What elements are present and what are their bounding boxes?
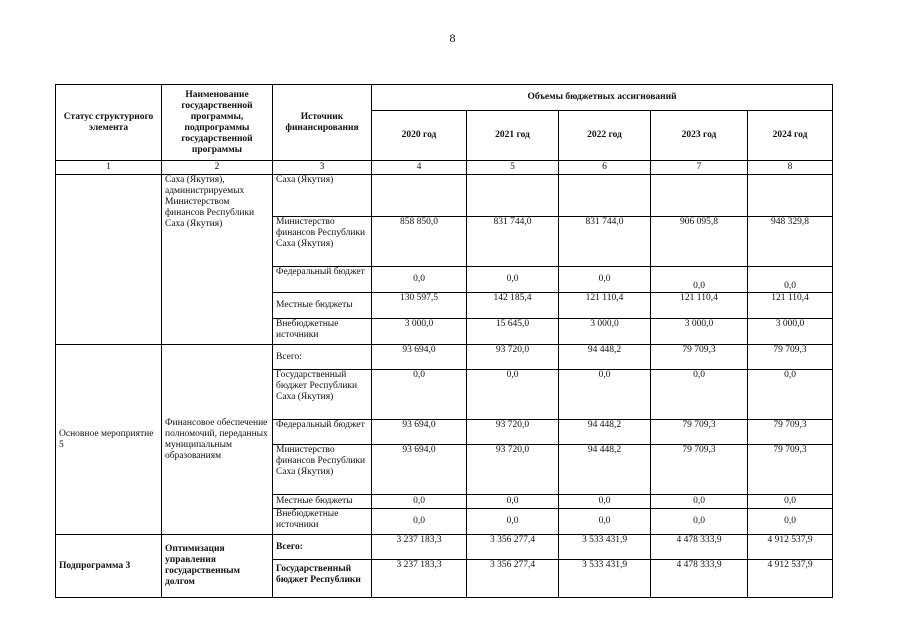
header-year: 2020 год (372, 111, 467, 161)
value-cell: 3 237 183,3 (372, 560, 467, 598)
value-cell (651, 175, 748, 217)
value-cell: 0,0 (467, 509, 559, 535)
value-cell: 0,0 (467, 370, 559, 420)
value-cell: 831 744,0 (559, 217, 651, 267)
value-cell: 3 000,0 (651, 319, 748, 345)
header-program-name: Наименование государственной программы, подпрограммы государственной программы (162, 85, 273, 161)
value-cell: 79 709,3 (651, 445, 748, 495)
status-cell: Основное мероприятие 5 (56, 345, 162, 535)
value-cell: 858 850,0 (372, 217, 467, 267)
status-cell (56, 175, 162, 345)
column-number: 8 (748, 161, 833, 175)
value-cell: 3 533 431,9 (559, 535, 651, 560)
program-name-cell: Оптимизация управления государственным долгом (162, 535, 273, 598)
value-cell: 3 533 431,9 (559, 560, 651, 598)
value-cell: 4 912 537,9 (748, 560, 833, 598)
source-cell: Местные бюджеты (273, 495, 372, 509)
value-cell: 0,0 (651, 370, 748, 420)
value-cell: 121 110,4 (651, 293, 748, 319)
column-number: 4 (372, 161, 467, 175)
value-cell: 3 000,0 (372, 319, 467, 345)
value-cell: 130 597,5 (372, 293, 467, 319)
source-cell: Федеральный бюджет (273, 267, 372, 293)
value-cell: 0,0 (467, 267, 559, 293)
value-cell: 0,0 (467, 495, 559, 509)
header-year: 2024 год (748, 111, 833, 161)
value-cell: 0,0 (372, 267, 467, 293)
value-cell: 79 709,3 (748, 420, 833, 445)
value-cell: 4 912 537,9 (748, 535, 833, 560)
value-cell: 0,0 (372, 495, 467, 509)
budget-table (55, 84, 833, 598)
value-cell: 0,0 (651, 509, 748, 535)
value-cell: 948 329,8 (748, 217, 833, 267)
value-cell: 3 000,0 (559, 319, 651, 345)
value-cell: 94 448,2 (559, 445, 651, 495)
source-cell: Внебюджетные источники (273, 319, 372, 345)
value-cell: 0,0 (372, 370, 467, 420)
value-cell: 4 478 333,9 (651, 535, 748, 560)
header-year: 2021 год (467, 111, 559, 161)
value-cell: 15 645,0 (467, 319, 559, 345)
value-cell (748, 175, 833, 217)
value-cell: 93 694,0 (372, 345, 467, 370)
value-cell: 0,0 (748, 267, 833, 293)
value-cell: 94 448,2 (559, 420, 651, 445)
value-cell: 93 720,0 (467, 445, 559, 495)
value-cell: 121 110,4 (748, 293, 833, 319)
source-cell: Саха (Якутия) (273, 175, 372, 217)
source-cell: Государственный бюджет Республики (273, 560, 372, 598)
source-cell: Министерство финансов Республики Саха (Якутия) (273, 445, 372, 495)
column-number: 7 (651, 161, 748, 175)
header-year: 2023 год (651, 111, 748, 161)
value-cell: 79 709,3 (651, 420, 748, 445)
value-cell: 79 709,3 (651, 345, 748, 370)
value-cell: 79 709,3 (748, 445, 833, 495)
value-cell: 93 694,0 (372, 445, 467, 495)
value-cell: 0,0 (559, 509, 651, 535)
value-cell: 0,0 (748, 509, 833, 535)
value-cell: 3 356 277,4 (467, 560, 559, 598)
value-cell: 0,0 (372, 509, 467, 535)
value-cell: 0,0 (559, 267, 651, 293)
value-cell (467, 175, 559, 217)
value-cell: 93 694,0 (372, 420, 467, 445)
header-year: 2022 год (559, 111, 651, 161)
page-number: 8 (449, 31, 456, 45)
header-status: Статус структурного элемента (56, 85, 162, 161)
value-cell: 3 356 277,4 (467, 535, 559, 560)
value-cell: 93 720,0 (467, 420, 559, 445)
column-number: 6 (559, 161, 651, 175)
value-cell: 121 110,4 (559, 293, 651, 319)
source-cell: Государственный бюджет Республики Саха (Якутия) (273, 370, 372, 420)
column-number: 3 (273, 161, 372, 175)
source-cell: Внебюджетные источники (273, 509, 372, 535)
column-number: 1 (56, 161, 162, 175)
value-cell: 3 237 183,3 (372, 535, 467, 560)
value-cell: 94 448,2 (559, 345, 651, 370)
value-cell: 142 185,4 (467, 293, 559, 319)
source-cell: Всего: (273, 345, 372, 370)
source-cell: Федеральный бюджет (273, 420, 372, 445)
value-cell: 0,0 (651, 267, 748, 293)
value-cell: 0,0 (651, 495, 748, 509)
value-cell: 0,0 (748, 495, 833, 509)
header-source: Источник финансирования (273, 85, 372, 161)
value-cell: 3 000,0 (748, 319, 833, 345)
source-cell: Всего: (273, 535, 372, 560)
value-cell: 79 709,3 (748, 345, 833, 370)
value-cell: 0,0 (559, 495, 651, 509)
value-cell (559, 175, 651, 217)
value-cell: 831 744,0 (467, 217, 559, 267)
source-cell: Министерство финансов Республики Саха (Якутия) (273, 217, 372, 267)
value-cell: 0,0 (748, 370, 833, 420)
column-number: 5 (467, 161, 559, 175)
column-number: 2 (162, 161, 273, 175)
status-cell: Подпрограмма 3 (56, 535, 162, 598)
program-name-cell: Саха (Якутия), администрируемых Министерством финансов Республики Саха (Якутия) (162, 175, 273, 345)
value-cell: 0,0 (559, 370, 651, 420)
value-cell (372, 175, 467, 217)
program-name-cell: Финансовое обеспечение полномочий, переданных муниципальным образованиям (162, 345, 273, 535)
source-cell: Местные бюджеты (273, 293, 372, 319)
value-cell: 906 095,8 (651, 217, 748, 267)
value-cell: 4 478 333,9 (651, 560, 748, 598)
header-volumes: Объемы бюджетных ассигнований (372, 85, 833, 111)
value-cell: 93 720,0 (467, 345, 559, 370)
